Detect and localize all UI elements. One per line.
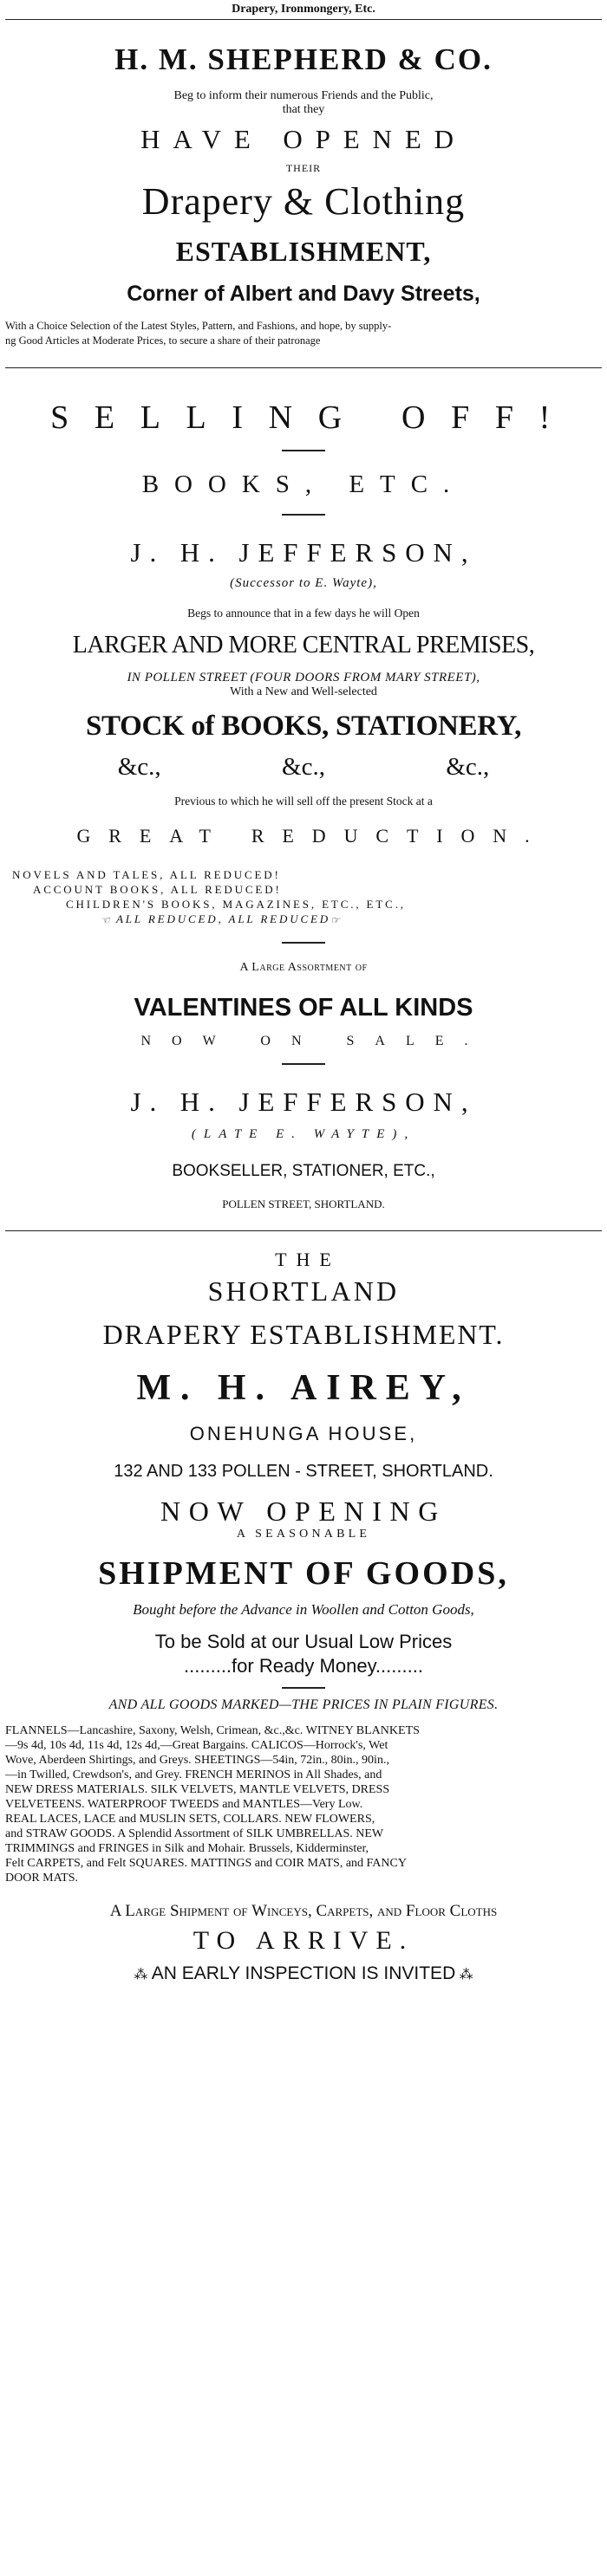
ad1-body-line1: With a Choice Selection of the Latest Styles, Pattern, and Fashions, and hope, by supply- [5,320,392,332]
ad3-body-line: Felt CARPETS, and Felt SQUARES. MATTINGS and COIR MATS, and FANCY [5,1856,407,1870]
ad2-short-rule-4 [282,1063,325,1065]
ad3-body-line: FLANNELS—Lancashire, Saxony, Welsh, Crimean, &c.,&c. WITNEY BLANKETS [5,1723,420,1737]
ad1-firm-name: H. M. SHEPHERD & CO. [114,42,493,76]
ad3-body-line: Wove, Aberdeen Shirtings, and Greys. SHEETINGS—54in, 72in., 80in., 90in., [5,1753,389,1767]
header-rule [5,19,602,20]
ad-airey [5,1249,602,1988]
ad-jefferson [5,398,602,1211]
ad2-stock: STOCK of BOOKS, STATIONERY, [85,711,522,742]
ad3-body [5,1723,602,1885]
ad2-short-rule-2 [282,514,325,516]
ad3-seasonable: A SEASONABLE [236,1527,371,1541]
ad3-drapery: DRAPERY ESTABLISHMENT. [102,1318,505,1350]
ad1-intro-line2: that they [282,103,325,116]
ad2-premises: LARGER AND MORE CENTRAL PREMISES, [72,632,535,659]
pointing-hand-left-icon: ☜ [101,913,113,926]
ad3-inspection: AN EARLY INSPECTION IS INVITED [151,1963,456,1983]
asterism-left-icon: ⁂ [134,1967,152,1982]
ad2-list-line-2: ACCOUNT BOOKS, ALL REDUCED! [33,883,282,896]
ad1-have-opened: HAVE OPENED [140,124,467,154]
ad3-shipment-line: A Large Shipment of Winceys, Carpets, and Floor Cloths [109,1901,498,1920]
ad3-body-line: —in Twilled, Crewdson's, and Grey. FRENCH MERINOS in All Shades, and [5,1768,382,1781]
ad3-address: 132 AND 133 POLLEN - STREET, SHORTLAND. [114,1461,493,1481]
ad1-business: Drapery & Clothing [141,180,466,223]
ad2-great-reduction: GREAT REDUCTION. [76,825,548,847]
ad3-bought: Bought before the Advance in Woollen and Cotton Goods, [133,1600,474,1618]
ad2-selling-off: SELLING OFF! [50,399,576,436]
ad2-name: J. H. JEFFERSON, [130,537,477,568]
ad3-now-opening: NOW OPENING [160,1495,447,1527]
ad-shepherd [5,42,602,348]
ad2-list-line-4-text: ALL REDUCED, ALL REDUCED [116,912,331,925]
pointing-hand-right-icon: ☞ [330,913,343,926]
ad2-successor: (Successor to E. Wayte), [230,576,377,590]
ad1-their: THEIR [285,162,322,174]
ad1-intro-line1: Beg to inform their numerous Friends and the Public, [173,89,434,102]
ad3-marked: AND ALL GOODS MARKED—THE PRICES IN PLAIN FIGURES. [108,1697,499,1712]
ad3-to-arrive: TO ARRIVE. [193,1925,414,1955]
ad2-short-rule-3 [282,942,325,944]
ad3-inspection-row [5,1962,602,1988]
ad2-previous: Previous to which he will sell off the present Stock at a [174,795,433,808]
ad2-short-rule-1 [282,450,325,451]
ad2-reduced-list [5,867,602,928]
ad3-body-line: VELVETEENS. WATERPROOF TWEEDS and MANTLES—Very Low. [5,1797,363,1811]
ad2-late: (LATE E. WAYTE), [191,1126,416,1141]
ad3-name: M. H. AIREY, [136,1367,471,1408]
ad2-large-assortment: A Large Assortment of [239,960,368,974]
ad3-body-line: DOOR MATS. [5,1871,79,1885]
running-head: Drapery, Ironmongery, Etc. [232,3,375,16]
ad3-short-rule [282,1687,325,1689]
ad2-announce: Begs to announce that in a few days he will Open [187,607,420,620]
ad3-shortland: SHORTLAND [207,1275,400,1307]
asterism-right-icon: ⁂ [455,1967,473,1982]
ad2-valentines: VALENTINES OF ALL KINDS [134,993,473,1022]
ad3-body-line: —9s 4d, 10s 4d, 11s 4d, 12s 4d,—Great Bargains. CALICOS—Horrock's, Wet [5,1738,388,1752]
ad2-now-on-sale: NOW ON SALE. [140,1033,489,1048]
ad2-books-etc: BOOKS, ETC. [141,470,466,498]
ad2-etc-3: &c., [446,753,490,781]
ad3-body-line: REAL LACES, LACE and MUSLIN SETS, COLLARS. NEW FLOWERS, [5,1812,375,1826]
ad3-house: ONEHUNGA HOUSE, [189,1422,418,1444]
ad3-sold: To be Sold at our Usual Low Prices [154,1630,453,1652]
ad3-ready-money: .........for Ready Money......... [184,1654,423,1677]
ad2-trade: BOOKSELLER, STATIONER, ETC., [172,1161,435,1180]
ad2-with-new: With a New and Well-selected [230,685,377,698]
ad3-body-line: and STRAW GOODS. A Splendid Assortment of SILK UMBRELLAS. NEW [5,1827,384,1840]
ad2-etc-row [5,751,602,782]
ad2-address: POLLEN STREET, SHORTLAND. [222,1197,385,1210]
ad2-list-line-4 [5,912,602,928]
ad1-corner: Corner of Albert and Davy Streets, [127,282,480,306]
ad2-etc-2: &c., [282,753,325,781]
divider-1 [5,367,602,368]
ad2-etc-1: &c., [117,753,161,781]
ad1-body-line2: ng Good Articles at Moderate Prices, to secure a share of their patronage [5,334,321,347]
ad3-shipment: SHIPMENT OF GOODS, [98,1554,509,1592]
divider-2 [5,1230,602,1231]
ad1-establishment: ESTABLISHMENT, [175,236,432,267]
ad3-the: THE [275,1248,341,1270]
ad2-list-line-3: CHILDREN'S BOOKS, MAGAZINES, ETC., ETC., [66,898,406,911]
ad2-location: IN POLLEN STREET (FOUR DOORS FROM MARY STREET), [127,671,480,685]
ad2-name-2: J. H. JEFFERSON, [130,1086,477,1117]
ad3-body-line: NEW DRESS MATERIALS. SILK VELVETS, MANTLE VELVETS, DRESS [5,1782,390,1796]
ad3-body-line: TRIMMINGS and FRINGES in Silk and Mohair. Brussels, Kidderminster, [5,1841,369,1855]
ad2-list-line-1: NOVELS AND TALES, ALL REDUCED! [12,868,281,881]
